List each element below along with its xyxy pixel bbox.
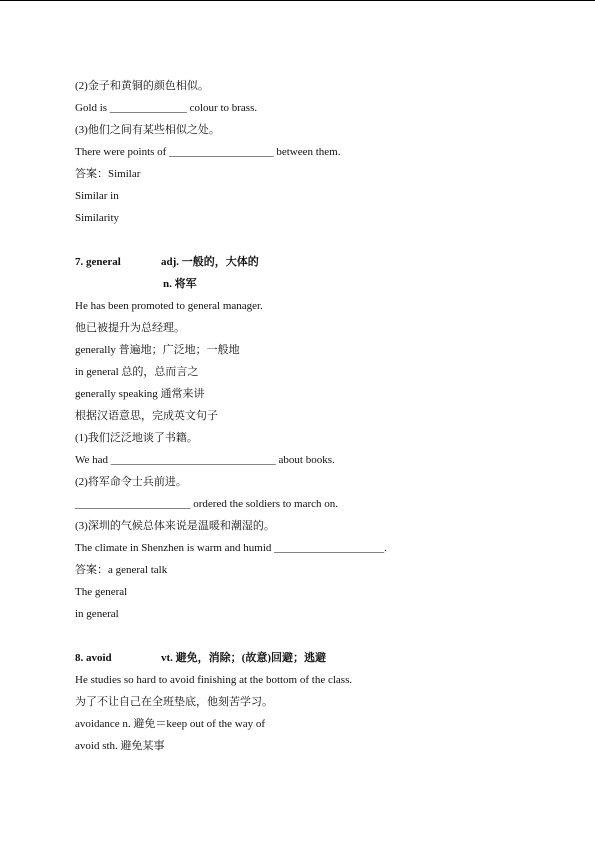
answer-line: in general xyxy=(75,608,119,620)
example-line: He has been promoted to general manager. xyxy=(75,300,263,312)
prompt-line: (2)将军命令士兵前进。 xyxy=(75,476,187,488)
translation-line: 为了不让自己在全班垫底，他刻苦学习。 xyxy=(75,696,273,708)
prompt-line: (1)我们泛泛地谈了书籍。 xyxy=(75,432,198,444)
instruction-line: 根据汉语意思，完成英文句子 xyxy=(75,410,218,422)
exercise-line: There were points of ___________________ between them. xyxy=(75,146,341,158)
page-top-rule xyxy=(0,0,595,1)
exercise-line: We had ______________________________ about books. xyxy=(75,454,335,466)
translation-line: 他已被提升为总经理。 xyxy=(75,322,185,334)
prompt-line: (2)金子和黄铜的颜色相似。 xyxy=(75,80,209,92)
answer-line: 答案：Similar xyxy=(75,168,141,180)
vocab-term: 7. general xyxy=(75,256,121,268)
exercise-line: The climate in Shenzhen is warm and humid ____________________. xyxy=(75,542,387,554)
related-word-line: avoidance n. 避免＝keep out of the way of xyxy=(75,718,265,730)
vocab-definition: vt. 避免，消除；(故意)回避；逃避 xyxy=(161,652,326,664)
related-word-line: generally speaking 通常来讲 xyxy=(75,388,205,400)
related-word-line: generally 普遍地；广泛地；一般地 xyxy=(75,344,240,356)
exercise-line: Gold is ______________ colour to brass. xyxy=(75,102,258,114)
related-word-line: avoid sth. 避免某事 xyxy=(75,740,165,752)
answer-line: Similar in xyxy=(75,190,119,202)
vocab-heading-general xyxy=(75,256,259,269)
vocab-term: 8. avoid xyxy=(75,652,112,664)
exercise-line: _____________________ ordered the soldiers to march on. xyxy=(75,498,339,510)
related-word-line: in general 总的，总而言之 xyxy=(75,366,199,378)
answer-line: 答案：a general talk xyxy=(75,564,168,576)
vocab-heading-avoid xyxy=(75,652,326,665)
prompt-line: (3)深圳的气候总体来说是温暖和潮湿的。 xyxy=(75,520,275,532)
answer-line: Similarity xyxy=(75,212,119,224)
vocab-definition: n. 将军 xyxy=(163,278,197,290)
vocab-definition: adj. 一般的，大体的 xyxy=(161,256,259,268)
answer-line: The general xyxy=(75,586,128,598)
prompt-line: (3)他们之间有某些相似之处。 xyxy=(75,124,220,136)
example-line: He studies so hard to avoid finishing at the bottom of the class. xyxy=(75,674,353,686)
